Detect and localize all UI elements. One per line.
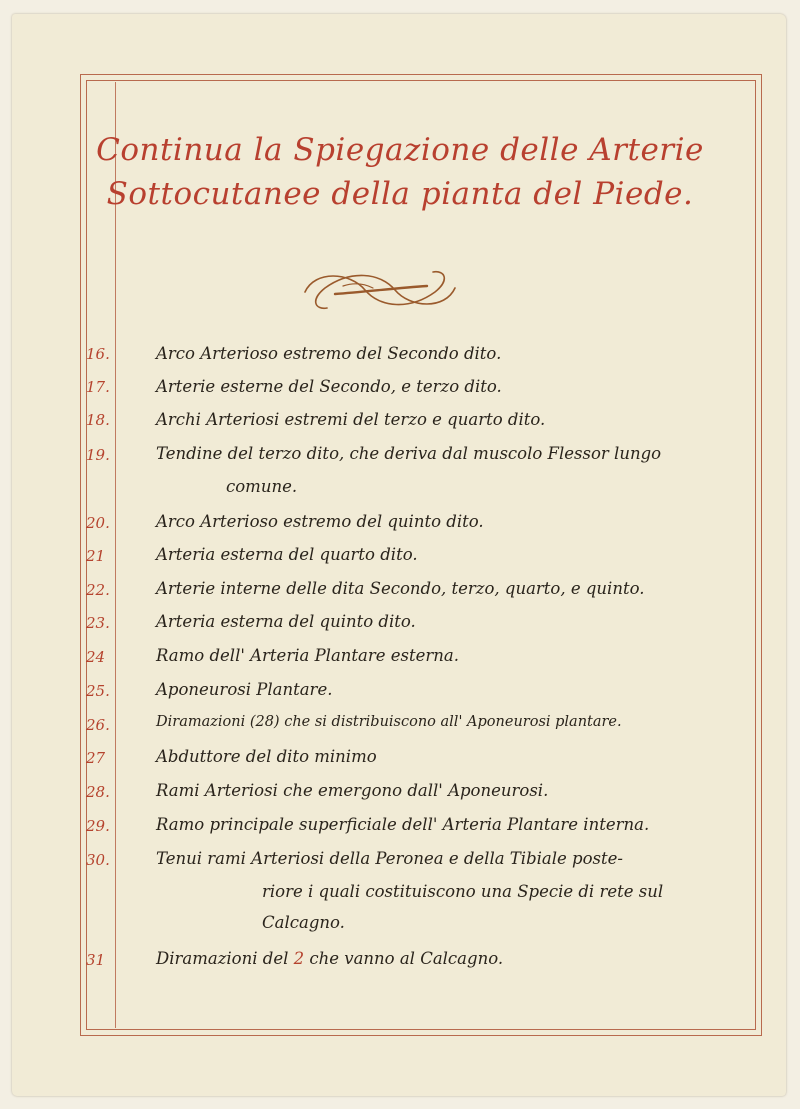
entry-number-23: 23. <box>86 614 110 632</box>
ornamental-flourish <box>295 262 465 318</box>
entry-number-26: 26. <box>86 716 110 734</box>
entry-number-29: 29. <box>86 817 110 835</box>
title-line-1: Continua la Spiegazione delle Arterie <box>96 132 704 168</box>
entry-text-29: Ramo principale superficiale dell' Arteria Plantare interna. <box>156 815 650 834</box>
entry-text-19-continued: comune. <box>226 477 298 496</box>
entry-number-21: 21 <box>86 547 106 565</box>
entry-text-18: Archi Arteriosi estremi del terzo e quarto dito. <box>156 410 546 429</box>
entry-number-19: 19. <box>86 446 110 464</box>
entry-text-19: Tendine del terzo dito, che deriva dal muscolo Flessor lungo <box>156 444 662 463</box>
entry-number-17: 17. <box>86 378 110 396</box>
entry-text-25: Aponeurosi Plantare. <box>156 680 333 699</box>
entry-number-25: 25. <box>86 682 110 700</box>
entry-text-30-continued: riore i quali costituiscono una Specie di rete sul <box>262 882 664 901</box>
entry-number-24: 24 <box>86 648 106 666</box>
entry-text-31-end: che vanno al Calcagno. <box>304 949 504 968</box>
entry-text-31-start: Diramazioni del <box>156 949 294 968</box>
entry-text-30-continued-2: Calcagno. <box>262 913 345 932</box>
entry-text-28: Rami Arteriosi che emergono dall' Aponeurosi. <box>156 781 549 800</box>
entry-text-31 <box>156 949 503 968</box>
entry-text-21: Arteria esterna del quarto dito. <box>156 545 418 564</box>
entry-number-27: 27 <box>86 749 106 767</box>
entry-number-22: 22. <box>86 581 110 599</box>
title-line-2: Sottocutanee della pianta del Piede. <box>106 176 694 212</box>
entry-number-20: 20. <box>86 514 110 532</box>
entry-text-20: Arco Arterioso estremo del quinto dito. <box>156 512 484 531</box>
entry-number-16: 16. <box>86 345 110 363</box>
entry-text-26: Diramazioni (28) che si distribuiscono all' Aponeurosi plantare. <box>156 714 622 730</box>
entry-number-31: 31 <box>86 951 106 969</box>
entry-text-16: Arco Arterioso estremo del Secondo dito. <box>156 344 502 363</box>
entry-text-31-reference: 2 <box>293 949 305 968</box>
entry-text-22: Arterie interne delle dita Secondo, terzo, quarto, e quinto. <box>156 579 645 598</box>
entry-number-28: 28. <box>86 783 110 801</box>
entry-number-30: 30. <box>86 851 110 869</box>
entry-text-24: Ramo dell' Arteria Plantare esterna. <box>156 646 460 665</box>
entry-text-30: Tenui rami Arteriosi della Peronea e della Tibiale poste- <box>156 849 623 868</box>
entry-text-27: Abduttore del dito minimo <box>156 747 377 766</box>
entry-text-17: Arterie esterne del Secondo, e terzo dito. <box>156 377 502 396</box>
entry-number-18: 18. <box>86 411 110 429</box>
entry-text-23: Arteria esterna del quinto dito. <box>156 612 416 631</box>
